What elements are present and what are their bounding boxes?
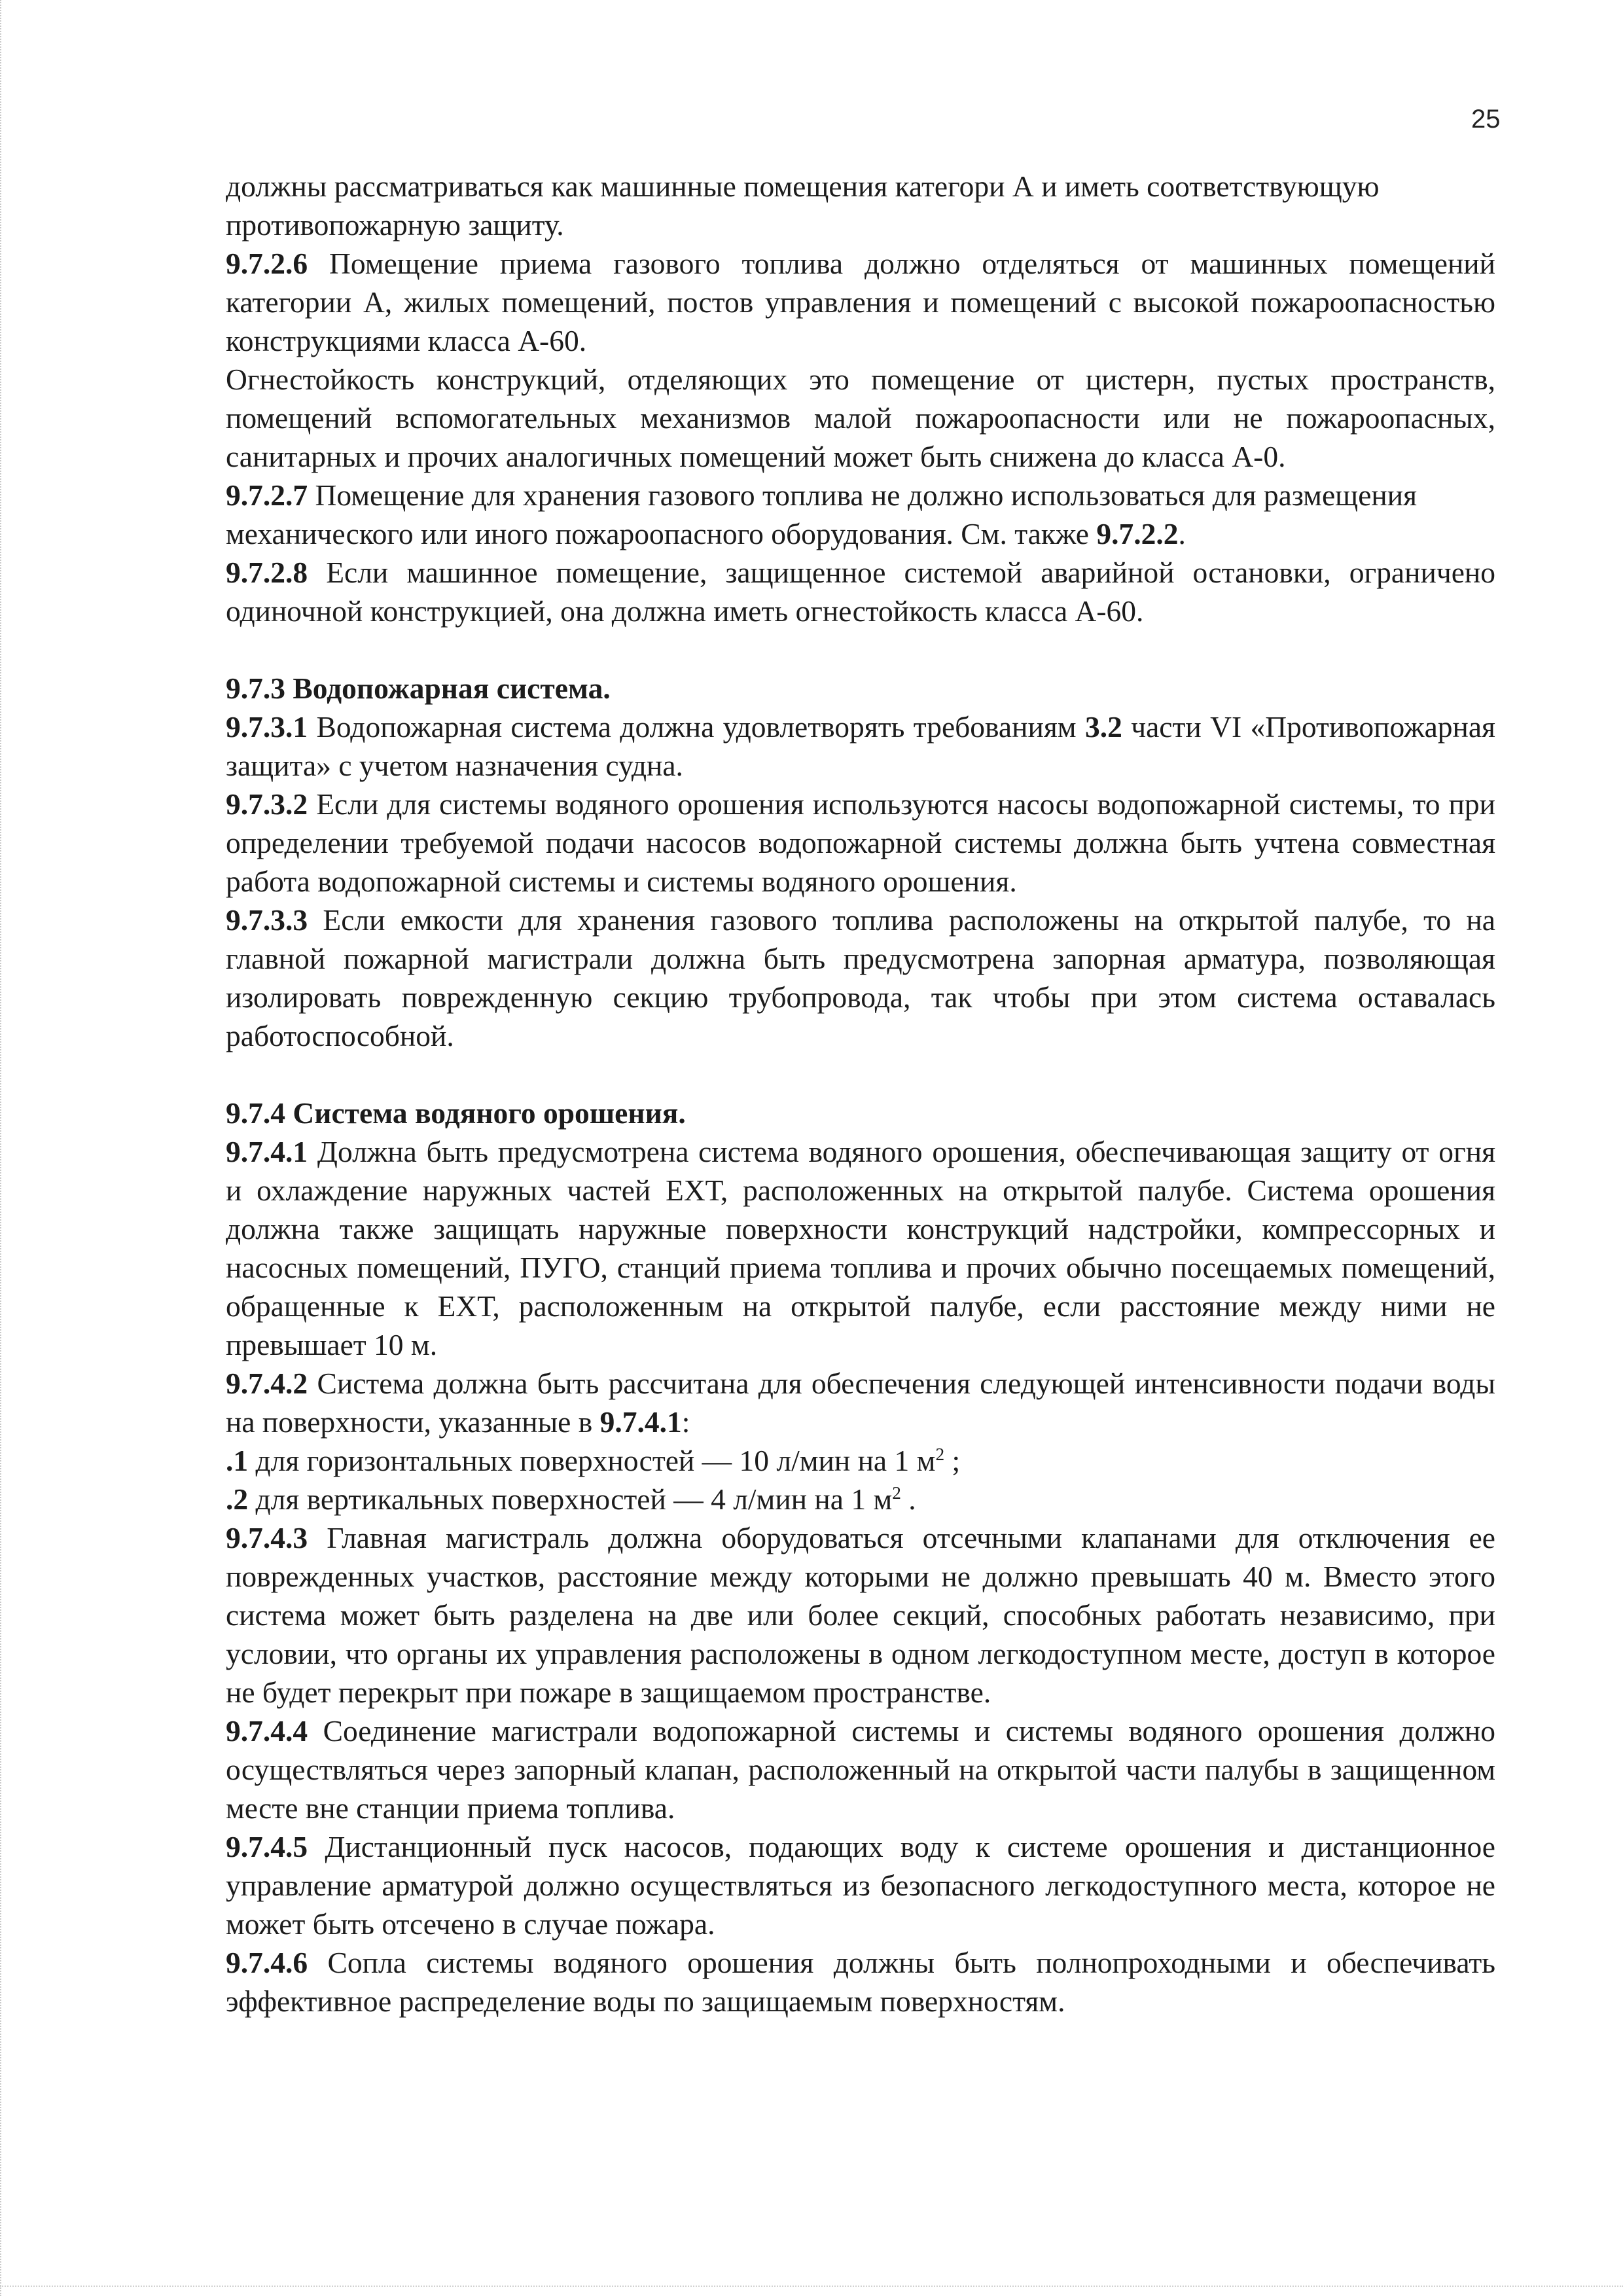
list-item-text: для горизонтальных поверхностей — 10 л/мин на 1 м bbox=[248, 1444, 936, 1477]
clause-9-7-3-3 bbox=[226, 901, 1495, 1055]
list-item-number: .1 bbox=[226, 1444, 249, 1477]
page-number: 25 bbox=[1471, 105, 1501, 134]
intro-line-1: должны рассматриваться как машинные помещения категори А и иметь соответствующую bbox=[226, 170, 1380, 203]
clause-number: 9.7.4.4 bbox=[226, 1714, 308, 1748]
clause-text: Дистанционный пуск насосов, подающих воду к системе орошения и дистанционное управление арматурой должно осуществляться из безопасного легкодоступного места, которое не может быть отсечено в случае пожара. bbox=[226, 1830, 1495, 1941]
clause-text: Помещение приема газового топлива должно отделяться от машинных помещений категории А, жилых помещений, постов управления и помещений с высокой пожароопасностью конструкциями класса А-60. bbox=[226, 247, 1495, 357]
section-gap bbox=[226, 630, 1495, 669]
clause-number: 9.7.3.2 bbox=[226, 787, 308, 821]
clause-9-7-4-5 bbox=[226, 1827, 1495, 1943]
section-heading-9-7-4 bbox=[226, 1094, 1495, 1132]
list-item-text: для вертикальных поверхностей — 4 л/мин на 1 м bbox=[248, 1482, 893, 1516]
clause-reference: 9.7.2.2 bbox=[1096, 517, 1179, 550]
clause-9-7-3-1 bbox=[226, 708, 1495, 785]
list-item-tail: . bbox=[901, 1482, 916, 1516]
clause-number: 9.7.3.1 bbox=[226, 710, 308, 744]
clause-9-7-4-1 bbox=[226, 1132, 1495, 1364]
clause-9-7-2-6-continued: Огнестойкость конструкций, отделяющих это помещение от цистерн, пустых пространств, помещений вспомогательных механизмов малой пожароопасности или не пожароопасных, санитарных и прочих аналогичных помещений может быть снижена до класса А-0. bbox=[226, 363, 1495, 473]
clause-text: Соединение магистрали водопожарной системы и системы водяного орошения должно осуществляться через запорный клапан, расположенный на открытой части палубы в защищенном месте вне станции приема топлива. bbox=[226, 1714, 1495, 1825]
clause-9-7-2-7-continued bbox=[226, 514, 1495, 553]
clause-text: Если машинное помещение, защищенное системой аварийной остановки, ограничено одиночной конструкцией, она должна иметь огнестойкость класса А-60. bbox=[226, 556, 1495, 628]
intro-paragraph bbox=[226, 167, 1495, 244]
clause-tail: : bbox=[681, 1405, 690, 1439]
list-item-1 bbox=[226, 1441, 1495, 1480]
clause-9-7-2-7 bbox=[226, 476, 1495, 514]
clause-number: 9.7.4.6 bbox=[226, 1946, 308, 1979]
document-body bbox=[226, 167, 1495, 2020]
clause-number: 9.7.3.3 bbox=[226, 903, 308, 937]
clause-9-7-4-2 bbox=[226, 1364, 1495, 1441]
clause-number: 9.7.2.7 bbox=[226, 478, 308, 512]
clause-reference: 9.7.4.1 bbox=[599, 1405, 682, 1439]
superscript: 2 bbox=[892, 1482, 901, 1503]
superscript: 2 bbox=[935, 1444, 945, 1464]
clause-text: Главная магистраль должна оборудоваться отсечными клапанами для отключения ее поврежденных участков, расстояние между которыми не должно превышать 40 м. Вместо этого система может быть разделена на две или более секций, способных работать независимо, при условии, что органы их управления расположены в одном легкодоступном месте, доступ в которое не будет перекрыт при пожаре в защищаемом пространстве. bbox=[226, 1521, 1495, 1709]
clause-reference: 3.2 bbox=[1084, 710, 1122, 744]
clause-tail: . bbox=[1178, 517, 1186, 550]
clause-text: Должна быть предусмотрена система водяного орошения, обеспечивающая защиту от огня и охлаждение наружных частей ЕХТ, расположенных на открытой палубе. Система орошения должна также защищать наружные поверхности конструкций надстройки, компрессорных и насосных помещений, ПУГО, станций приема топлива и прочих обычно посещаемых помещений, обращенные к ЕХТ, расположенным на открытой палубе, если расстояние между ними не превышает 10 м. bbox=[226, 1135, 1495, 1361]
clause-9-7-4-3 bbox=[226, 1518, 1495, 1712]
clause-number: 9.7.4.3 bbox=[226, 1521, 308, 1554]
clause-9-7-2-6 bbox=[226, 244, 1495, 360]
clause-text: Водопожарная система должна удовлетворять требованиям bbox=[308, 710, 1085, 744]
scan-edge-left bbox=[0, 0, 3, 2296]
clause-text: механического или иного пожароопасного оборудования. См. также bbox=[226, 517, 1097, 550]
scan-edge-bottom bbox=[0, 2286, 1623, 2287]
clause-number: 9.7.2.6 bbox=[226, 247, 308, 280]
clause-text: Помещение для хранения газового топлива не должно использоваться для размещения bbox=[308, 478, 1418, 512]
section-gap bbox=[226, 1055, 1495, 1094]
clause-number: 9.7.2.8 bbox=[226, 556, 308, 589]
clause-text: Если емкости для хранения газового топлива расположены на открытой палубе, то на главной пожарной магистрали должна быть предусмотрена запорная арматура, позволяющая изолировать поврежденную секцию трубопровода, так чтобы при этом система оставалась работоспособной. bbox=[226, 903, 1495, 1052]
clause-9-7-4-4 bbox=[226, 1712, 1495, 1827]
clause-9-7-2-8 bbox=[226, 553, 1495, 630]
list-item-tail: ; bbox=[944, 1444, 961, 1477]
section-heading-9-7-3 bbox=[226, 669, 1495, 708]
clause-text: Система должна быть рассчитана для обеспечения следующей интенсивности подачи воды на поверхности, указанные в bbox=[226, 1367, 1495, 1439]
heading-text: 9.7.4 Система водяного орошения. bbox=[226, 1096, 686, 1130]
heading-text: 9.7.3 Водопожарная система. bbox=[226, 672, 611, 705]
clause-9-7-4-6 bbox=[226, 1943, 1495, 2020]
list-item-2 bbox=[226, 1480, 1495, 1518]
clause-number: 9.7.4.1 bbox=[226, 1135, 308, 1168]
clause-text: части VI «Противопожарная защита» с учетом назначения судна. bbox=[226, 710, 1495, 782]
clause-text: Сопла системы водяного орошения должны быть полнопроходными и обеспечивать эффективное распределение воды по защищаемым поверхностям. bbox=[226, 1946, 1495, 2018]
clause-number: 9.7.4.2 bbox=[226, 1367, 308, 1400]
list-item-number: .2 bbox=[226, 1482, 249, 1516]
clause-number: 9.7.4.5 bbox=[226, 1830, 308, 1863]
clause-text: Если для системы водяного орошения используются насосы водопожарной системы, то при определении требуемой подачи насосов водопожарной системы должна быть учтена совместная работа водопожарной системы и системы водяного орошения. bbox=[226, 787, 1495, 898]
clause-9-7-3-2 bbox=[226, 785, 1495, 901]
intro-line-2: противопожарную защиту. bbox=[226, 208, 564, 242]
